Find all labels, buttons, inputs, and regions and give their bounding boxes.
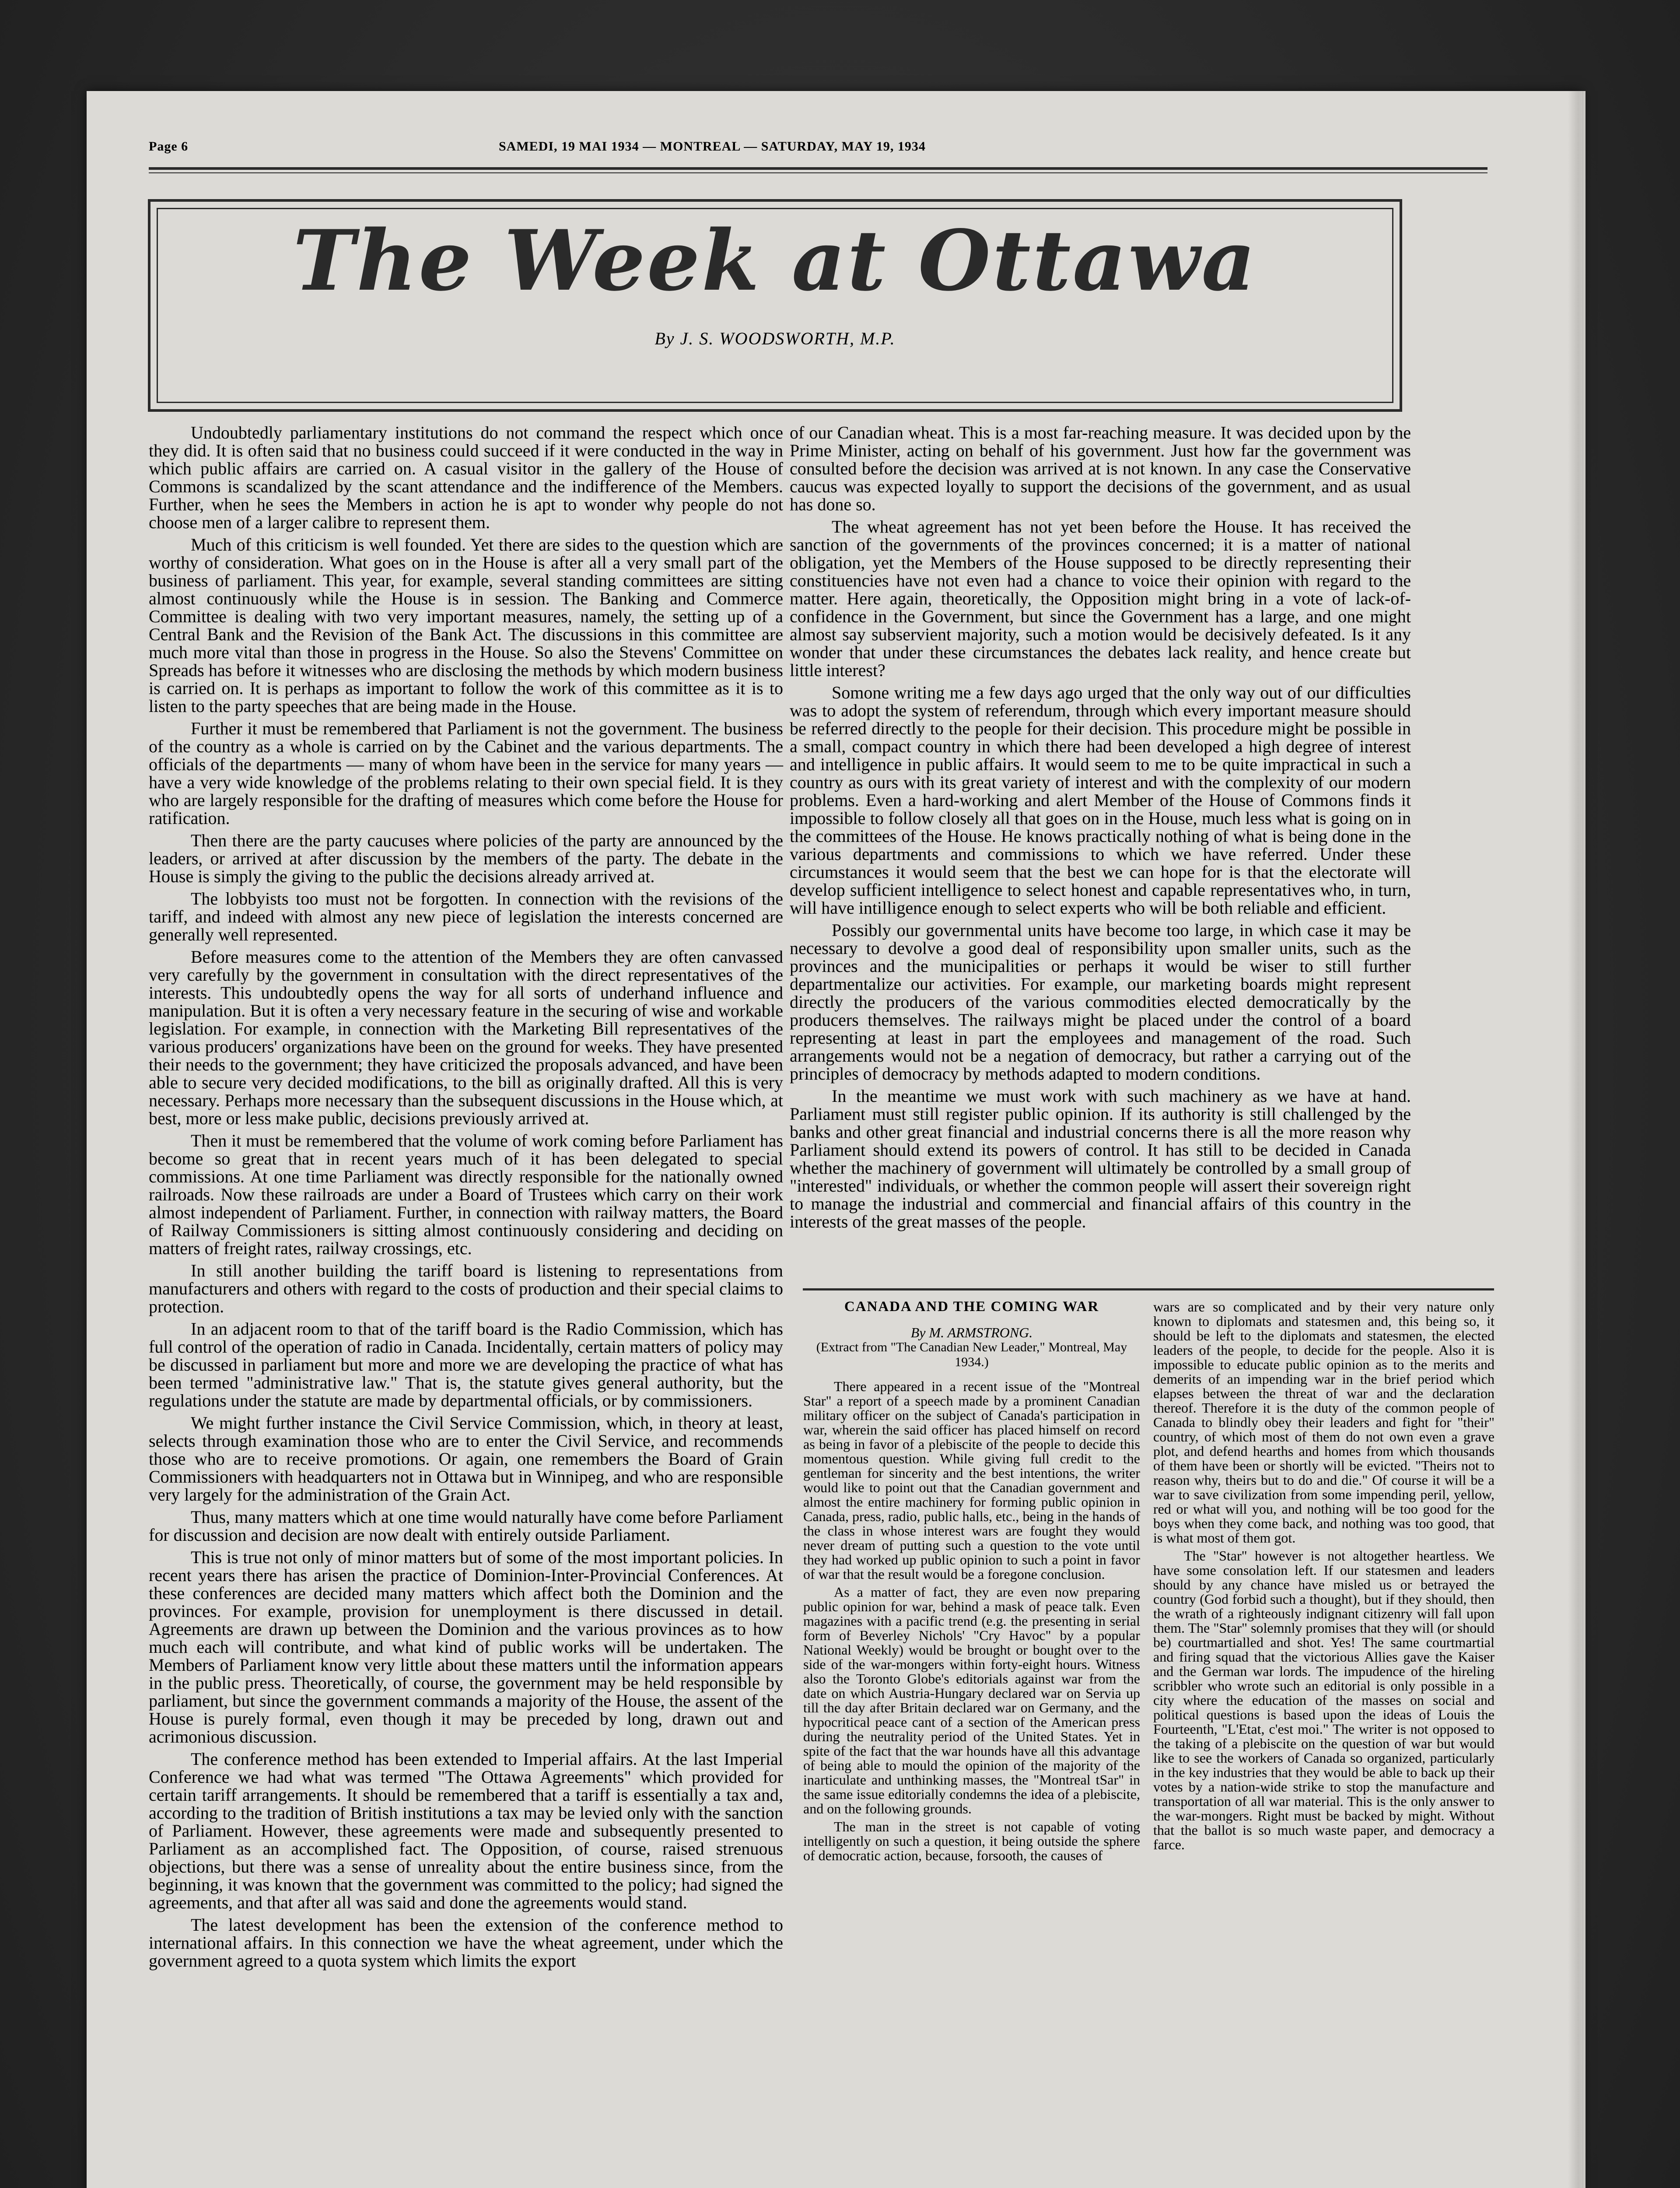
header-rule <box>149 167 1488 170</box>
sidebar-byline: By M. ARMSTRONG. <box>910 1325 1033 1340</box>
paragraph: The lobbyists too must not be forgotten. In connection with the revisions of the tariff, and indeed with almost any new piece of legislation the interests concerned are generally well represented. <box>149 889 783 944</box>
paragraph: Possibly our governmental units have become too large, in which case it may be necessary to devolve a good deal of responsibility upon smaller units, such as the provinces and the municipalities or perhaps it would be wiser to still further departmentalize our activities. For example, our marketing boards might represent directly the producers of the various commodities elected democratically by the producers themselves. The railways might be placed under the control of a board representing at least in part the employees and management of the road. Such arrangements would not be a negation of democracy, but rather a carrying out of the principles of democracy by methods adapted to modern conditions. <box>790 920 1411 1083</box>
paragraph: Then it must be remembered that the volume of work coming before Parliament has become so great that in recent years much of it has been delegated to special commissions. At one time Parliament was directly responsible for the nationally owned railroads. Now these railroads are under a Board of Trustees which carry on their work almost independent of Parliament. Further, in connection with railway matters, the Board of Railway Commissioners is sitting almost continuously considering and deciding on matters of freight rates, railway crossings, etc. <box>149 1131 783 1258</box>
paragraph: In still another building the tariff board is listening to representations from manufacturers and others with regard to the costs of production and their special claims to protection. <box>149 1261 783 1316</box>
paragraph: Thus, many matters which at one time would naturally have come before Parliament for discussion and decision are now dealt with entirely outside Parliament. <box>149 1507 783 1545</box>
paragraph: Before measures come to the attention of the Members they are often canvassed very carefully by the government in consultation with the direct representatives of the interests. This undoubtedly opens the way for all sorts of underhand influence and manipulation. But it is often a very necessary feature in the securing of wise and workable legislation. For example, in connection with the Marketing Bill representatives of the various producers' organizations have been on the ground for weeks. They have presented their needs to the government; they have criticized the proposals advanced, and have been able to secure very decided modifications, to the bill as originally drafted. All this is very necessary. Perhaps more necessary than the subsequent discussions in the House which, at best, more or less make public, decisions previously arrived at. <box>149 947 783 1128</box>
article-column-left <box>149 424 783 1974</box>
paragraph: The "Star" however is not altogether heartless. We have some consolation left. If our statesmen and leaders should by any chance have misled us or betrayed the country (God forbid such a thought), but if they should, then the wrath of a righteously indignant citizenry will fall upon them. The "Star" solemnly promises that they will (or should be) courtmartialled and shot. Yes! The same courtmartial and firing squad that the victorious Allies gave the Kaiser and the German war lords. The impudence of the hireling scribbler who wrote such an editorial is only possible in a city where the education of the masses on social and political questions is based upon the ideas of Louis the Fourteenth, "L'Etat, c'est moi." The writer is not opposed to the taking of a plebiscite on the question of war but would like to see the workers of Canada so organized, particularly in the key industries that they would be able to back up their votes by a nation-wide strike to stop the manufacture and transportation of all war material. This is the only answer to the war-mongers. Right must be backed by might. Without that the ballot is so much waste paper, and democracy a farce. <box>1153 1548 1494 1852</box>
page-header <box>149 139 1208 165</box>
paragraph: The conference method has been extended to Imperial affairs. At the last Imperial Conference we had what was termed "The Ottawa Agreements" which provided for certain tariff arrangements. It should be remembered that a tariff is essentially a tax and, according to the tradition of British institutions a tax may be levied only with the sanction of Parliament. However, these agreements were made and subsequently presented to Parliament as an accomplished fact. The Opposition, of course, raised strenuous objections, but there was a sense of unreality about the entire business since, from the beginning, it was known that the government was committed to the policy; had signed the agreements, and that after all was said and done the agreements would stand. <box>149 1749 783 1912</box>
paragraph: Then there are the party caucuses where policies of the party are announced by the leaders, or arrived at after discussion by the members of the party. The debate in the House is simply the giving to the public the decisions already arrived at. <box>149 831 783 886</box>
section-divider <box>803 1288 1494 1290</box>
paragraph: There appeared in a recent issue of the "Montreal Star" a report of a speech made by a prominent Canadian military officer on the subject of Canada's participation in war, wherein the said officer has placed himself on record as being in favor of a plebiscite of the people to decide this momentous question. While giving full credit to the gentleman for sincerity and the best intentions, the writer would like to point out that the Canadian government and almost the entire machinery for forming public opinion in Canada, press, radio, public halls, etc., being in the hands of the class in whose interest wars are fought they would never dream of putting such a question to the vote until they had worked up public opinion to such a point in favor of war that the result would be a foregone conclusion. <box>803 1378 1140 1582</box>
sidebar-column-right <box>1153 1300 1494 1855</box>
paragraph: As a matter of fact, they are even now preparing public opinion for war, behind a mask of peace talk. Even magazines with a pacific trend (e.g. the presenting in serial form of Beverley Nichols' "Cry Havoc" by a popular National Weekly) would be brought or bought over to the side of the war-mongers within forty-eight hours. Witness also the Toronto Globe's editorials against war from the date on which Austria-Hungary declared war on Servia up till the day after Britain declared war on Germany, and the hypocritical peace cant of a section of the American press during the neutrality period of the United States. Yet in spite of the fact that the war hounds have all this advantage of being able to mould the opinion of the majority of the inarticulate and unthinking masses, the "Montreal tSar" in the same issue editorially condemns the idea of a plebiscite, and on the following grounds. <box>803 1584 1140 1816</box>
paragraph: In an adjacent room to that of the tariff board is the Radio Commission, which has full control of the operation of radio in Canada. Incidentally, certain matters of policy may be discussed in parliament but more and more we are developing the practice of what has been termed "administrative law." That is, the statute gives general authority, but the regulations under the statute are made by departmental officials, or by commissioners. <box>149 1319 783 1410</box>
sidebar-column-left <box>803 1300 1140 1866</box>
paragraph: In the meantime we must work with such machinery as we have at hand. Parliament must still register public opinion. If its authority is still challenged by the banks and other great financial and industrial concerns there is all the more reason why Parliament should extend its powers of control. It has still to be decided in Canada whether the machinery of government will ultimately be controlled by a small group of "interested" individuals, or whether the common people will assert their sovereign right to manage the industrial and commercial and financial affairs of this country in the interests of the great masses of the people. <box>790 1086 1411 1231</box>
paragraph: The wheat agreement has not yet been before the House. It has received the sanction of the governments of the provinces concerned; it is a matter of national obligation, yet the Members of the House supposed to be directly representing their constituencies have not even had a chance to voice their opinion with regard to the matter. Here again, theoretically, the Opposition might bring in a vote of lack-of-confidence in the Government, but since the Government has a large, and one might almost say subservient majority, such a motion would be decisively defeated. Is it any wonder that under these circumstances the debates lack reality, and hence create but little interest? <box>790 517 1411 680</box>
article-byline: By J. S. WOODSWORTH, M.P. <box>654 329 896 348</box>
title-box <box>148 199 1402 412</box>
paragraph: The latest development has been the extension of the conference method to international affairs. In this connection we have the wheat agreement, under which the government agreed to a quota system which limits the export <box>149 1915 783 1971</box>
sidebar-heading: CANADA AND THE COMING WAR <box>844 1299 1099 1315</box>
paragraph: Further it must be remembered that Parliament is not the government. The business of the country as a whole is carried on by the Cabinet and the various departments. The officials of the departments — many of whom have been in the service for many years — have a very wide knowledge of the problems relating to their own special field. It is they who are largely responsible for the drafting of measures which come before the House for ratification. <box>149 719 783 828</box>
paragraph: of our Canadian wheat. This is a most far-reaching measure. It was decided upon by the Prime Minister, acting on behalf of his government. Just how far the government was consulted before the decision was arrived at is not known. In any case the Conservative caucus was expected loyally to support the decisions of the government, and as usual has done so. <box>790 423 1411 514</box>
article-column-right <box>790 424 1411 1235</box>
dateline: SAMEDI, 19 MAI 1934 — MONTREAL — SATURDAY, MAY 19, 1934 <box>499 139 926 154</box>
paper-edge <box>1568 91 1586 2188</box>
paragraph: Much of this criticism is well founded. Yet there are sides to the question which are worthy of consideration. What goes on in the House is after all a very small part of the business of parliament. This year, for example, several standing committees are sitting almost continuously while the House is in session. The Banking and Commerce Committee is dealing with two very important measures, namely, the setting up of a Central Bank and the Revision of the Bank Act. The discussions in this committee are much more vital than those in progress in the House. So also the Stevens' Committee on Spreads has before it witnesses who are disclosing the methods by which modern business is carried on. It is perhaps as important to follow the work of this committee as it is to listen to the party speeches that are being made in the House. <box>149 535 783 716</box>
page-number: Page 6 <box>149 139 189 154</box>
paragraph: Undoubtedly parliamentary institutions do not command the respect which once they did. It is often said that no business could succeed if it were conducted in the way in which public affairs are carried on. A casual visitor in the gallery of the House of Commons is scandalized by the scant attendance and the indifference of the Members. Further, when he sees the Members in action he is apt to wonder why people do not choose men of a larger calibre to represent them. <box>149 423 783 532</box>
title-inner-border <box>157 208 1393 403</box>
article-title: The Week at Ottawa <box>293 212 1257 309</box>
paragraph: This is true not only of minor matters but of some of the most important policies. In recent years there has arisen the practice of Dominion-Inter-Provincial Conferences. At these conferences are decided many matters which affect both the Dominion and the provinces. For example, provision for unemployment is there discussed in detail. Agreements are drawn up between the Dominion and the various provinces as to how much each will contribute, and what kind of public works will be undertaken. The Members of Parliament know very little about these matters until the information appears in the public press. Theoretically, of course, the government may be held responsible by parliament, but since the government commands a majority of the House, the assent of the House is purely formal, even though it may be preceded by long, drawn out and acrimonious discussion. <box>149 1547 783 1746</box>
paragraph: We might further instance the Civil Service Commission, which, in theory at least, selects through examination those who are to enter the Civil Service, and recommends those who are to receive promotions. Or again, one remembers the Board of Grain Commissioners with headquarters not in Ottawa but in Winnipeg, and who are responsible very largely for the administration of the Grain Act. <box>149 1413 783 1504</box>
paragraph: The man in the street is not capable of voting intelligently on such a question, it being outside the sphere of democratic action, because, forsooth, the causes of <box>803 1819 1140 1863</box>
header-rule-thin <box>149 172 1488 173</box>
paragraph: Somone writing me a few days ago urged that the only way out of our difficulties was to adopt the system of referendum, through which every important measure should be referred directly to the people for their decision. This procedure might be possible in a small, compact country in which there had been developed a high degree of interest and intelligence in public affairs. It would seem to me to be quite impractical in such a country as ours with its great variety of interest and with the complexity of our modern problems. Even a hard-working and alert Member of the House of Commons finds it impossible to follow closely all that goes on in the House, much less what is going on in the committees of the House. He knows practically nothing of what is being done in the various departments and commissions to which we have referred. Under these circumstances it would seem that the best we can hope for is that the electorate will develop sufficient intelligence to select honest and capable representatives who, in turn, will have intilligence enough to select experts who will be both reliable and efficient. <box>790 683 1411 918</box>
paragraph: wars are so complicated and by their very nature only known to diplomats and statesmen and, this being so, it should be left to the diplomats and statesmen, the elected leaders of the people, to decide for the people. Also it is impossible to educate public opinion as to the merits and demerits of an impending war in the brief period which elapses between the threat of war and the declaration thereof. Therefore it is the duty of the common people of Canada to blindly obey their leaders and fight for "their" country, of which most of them do not own even a grave plot, and defend hearths and homes from which thousands of them have been or shortly will be evicted. "Theirs not to reason why, theirs but to do and die." Of course it will be a war to save civilization from some impending peril, yellow, red or what will you, and nothing will be too good for the boys when they come back, and nothing was too good, that is what most of them got. <box>1153 1299 1494 1546</box>
sidebar-source: (Extract from "The Canadian New Leader," Montreal, May 1934.) <box>816 1340 1127 1369</box>
